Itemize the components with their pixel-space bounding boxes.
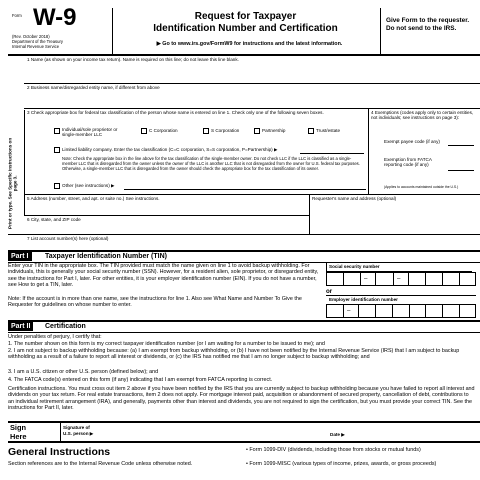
ssn-dash-1: – xyxy=(364,275,368,282)
sign-here-label: Sign Here xyxy=(10,423,27,441)
rev-date: (Rev. October 2018) xyxy=(12,34,50,39)
s-corp-label: S Corporation xyxy=(211,128,240,133)
form-number: W-9 xyxy=(33,4,77,31)
signature-field[interactable] xyxy=(110,424,325,439)
ssn-label: Social security number xyxy=(329,264,380,269)
or-label: or xyxy=(326,288,333,295)
general-text: Section references are to the Internal Revenue Code unless otherwise noted. xyxy=(8,461,193,467)
line7-label: 7 List account number(s) here (optional) xyxy=(27,236,109,241)
checkbox-trust[interactable] xyxy=(308,128,314,134)
title-line2: Identification Number and Certification xyxy=(153,23,338,34)
business-name-field[interactable] xyxy=(27,92,473,107)
us-person-label: U.S. person ▶ xyxy=(63,431,94,436)
date-field[interactable] xyxy=(352,424,474,439)
cert-item-4: 4. The FATCA code(s) entered on this form (if any) indicating that I am exempt from FATCA reporting is correct. xyxy=(8,377,273,383)
goto-link[interactable]: ▶ Go to www.irs.gov/FormW9 for instructions and the latest information. xyxy=(156,41,343,47)
llc-note: Note: Check the appropriate box in the line above for the tax classification of the single-member owner. Do not check LLC if the LLC is classified as a single-member LLC that is disregarded from the owner unless the owner of the LLC is another LLC that is not disregarded from the owner for U.S. federal tax purposes. Otherwise, a single-member LLC that is disregarded from the owner should check the appropriate box for the tax classification of its owner. xyxy=(62,156,360,171)
bullet-1099-misc: • Form 1099-MISC (various types of income, prizes, awards, or gross proceeds) xyxy=(246,461,437,467)
checkbox-s-corp[interactable] xyxy=(203,128,209,134)
side-label: Print or type. See Specific Instructions on page 3. xyxy=(7,137,18,229)
name-field[interactable] xyxy=(27,64,473,82)
trust-label: Trust/estate xyxy=(316,128,341,133)
ssn-field[interactable] xyxy=(326,272,476,286)
line1-label: 1 Name (as shown on your income tax return). Name is required on this line; do not leave this line blank. xyxy=(27,57,239,62)
signature-of-label: Signature of xyxy=(63,425,90,430)
c-corp-label: C Corporation xyxy=(149,128,178,133)
line5-label: 5 Address (number, street, and apt. or suite no.) See instructions. xyxy=(27,196,160,201)
title-line1: Request for Taxpayer xyxy=(194,11,297,22)
irs-label: Internal Revenue Service xyxy=(12,44,60,49)
line3-label: 3 Check appropriate box for federal tax classification of the person whose name is entered on line 1. Check only one of the following seven boxes. xyxy=(27,110,324,115)
goto-text: Go to www.irs.gov/FormW9 for instructions and the latest information. xyxy=(162,41,343,47)
checkbox-c-corp[interactable] xyxy=(141,128,147,134)
other-label: Other (see instructions) ▶ xyxy=(62,183,115,188)
give-form-note: Give Form to the requester. Do not send to the IRS. xyxy=(386,17,470,32)
individual-label: Individual/sole proprietor or single-member LLC xyxy=(62,127,118,138)
part1-note: Note: If the account is in more than one name, see the instructions for line 1. Also see What Name and Number To Give the Requester for guidelines on whose number to enter. xyxy=(8,296,302,309)
requester-field[interactable] xyxy=(312,203,476,233)
line2-label: 2 Business name/disregarded entity name, if different from above xyxy=(27,85,160,90)
cert-item-3: 3. I am a U.S. citizen or other U.S. person (defined below); and xyxy=(8,369,159,375)
fatca-label: Exemption from FATCA reporting code (if any) xyxy=(384,157,432,168)
checkbox-partnership[interactable] xyxy=(254,128,260,134)
llc-label: Limited liability company. Enter the tax classification (C=C corporation, S=S corporation, P=Partnership) ▶ xyxy=(62,147,278,152)
account-field[interactable] xyxy=(27,243,473,249)
general-heading: General Instructions xyxy=(8,446,111,458)
partnership-label: Partnership xyxy=(262,128,286,133)
part1-tag: Part I xyxy=(8,252,32,261)
checkbox-individual[interactable] xyxy=(54,128,60,134)
fatca-field[interactable] xyxy=(448,170,474,171)
address-field[interactable] xyxy=(27,203,307,213)
form-word: Form xyxy=(12,13,22,18)
ssn-dash-2: – xyxy=(397,275,401,282)
department: Department of the Treasury xyxy=(12,39,63,44)
checkbox-other[interactable] xyxy=(54,183,60,189)
part1-title: Taxpayer Identification Number (TIN) xyxy=(45,253,167,260)
cert-item-2: 2. I am not subject to backup withholding because: (a) I am exempt from backup withholding, or (b) I have not been notified by the Internal Revenue Service (IRS) that I am subject to backup withholding as a result of a failure to report all interest or dividends, or (c) the IRS has notified me that I am no longer subject to backup withholding; and xyxy=(8,348,460,361)
bullet-1099-div: • Form 1099-DIV (dividends, including those from stocks or mutual funds) xyxy=(246,447,421,453)
part2-title: Certification xyxy=(45,323,86,330)
requester-label: Requester's name and address (optional) xyxy=(312,196,397,201)
llc-classification-field[interactable] xyxy=(300,153,364,154)
line6-label: 6 City, state, and ZIP code xyxy=(27,217,81,222)
line4-label: 4 Exemptions (codes apply only to certain entities, not individuals; see instructions on page 3): xyxy=(371,110,474,121)
city-field[interactable] xyxy=(27,224,307,233)
ein-label: Employer identification number xyxy=(329,297,398,302)
checkbox-llc[interactable] xyxy=(54,147,60,153)
part1-body: Enter your TIN in the appropriate box. The TIN provided must match the name given on line 1 to avoid backup withholding. For individuals, this is generally your social security number (SSN). However, for a resident alien, sole proprietor, or disregarded entity, see the instructions for Part I, later. For other entities, it is your employer identification number (EIN). If you do not have a number, see How to get a TIN, later. xyxy=(8,263,319,289)
exempt-payee-field[interactable] xyxy=(448,145,474,146)
date-label: Date ▶ xyxy=(330,432,345,437)
exempt-payee-label: Exempt payee code (if any) xyxy=(384,139,440,144)
other-field[interactable] xyxy=(124,189,366,190)
cert-item-1: 1. The number shown on this form is my correct taxpayer identification number (or I am waiting for a number to be issued to me); and xyxy=(8,341,325,347)
ein-dash: – xyxy=(347,307,351,314)
part2-tag: Part II xyxy=(8,322,33,331)
part2-intro: Under penalties of perjury, I certify that: xyxy=(8,334,102,340)
fatca-applies: (Applies to accounts maintained outside the U.S.) xyxy=(384,185,459,189)
cert-instructions: Certification instructions. You must cross out item 2 above if you have been notified by the IRS that you are currently subject to backup withholding because you have failed to report all interest and dividends on your tax return. For real estate transactions, item 2 does not apply. For mortgage interest paid, acquisition or abandonment of secured property, cancellation of debt, contributions to an individual retirement arrangement (IRA), and generally, payments other than interest and dividends, you are not required to sign the certification, but you must provide your correct TIN. See the instructions for Part II, later. xyxy=(8,386,475,412)
